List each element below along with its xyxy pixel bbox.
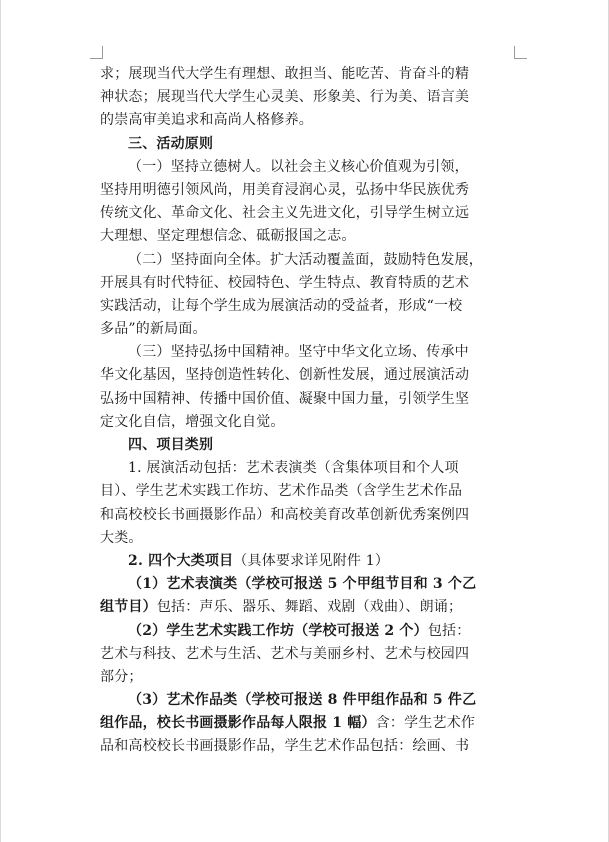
body-text: 包括： — [427, 622, 471, 639]
body-text: 求；展现当代大学生有理想、敢担当、能吃苦、肯奋斗的精 — [100, 66, 470, 82]
bold-text: （3）艺术作品类（学校可报送 8 件甲组作品和 5 件乙 — [128, 692, 477, 709]
text-line — [100, 179, 518, 202]
body-text: 的崇高审美追求和高尚人格修养。 — [100, 112, 313, 129]
text-line — [100, 249, 518, 272]
body-text: 实践活动，让每个学生成为展演活动的受益者，形成“一校 — [100, 297, 463, 314]
body-text: 包括：声乐、器乐、舞蹈、戏剧（戏曲）、朗诵； — [156, 599, 463, 616]
text-line — [100, 620, 518, 643]
bold-text: 2. 四个大类项目 — [128, 552, 234, 569]
body-text: 含：学生艺术作 — [375, 715, 476, 732]
text-line — [100, 550, 518, 573]
text-line — [100, 86, 518, 109]
text-line — [100, 272, 518, 295]
body-text: 神状态；展现当代大学生心灵美、形象美、行为美、语言美 — [100, 89, 470, 106]
crop-mark-top-right — [514, 46, 527, 59]
text-line — [100, 712, 518, 735]
text-line — [100, 202, 518, 225]
text-line — [100, 666, 518, 689]
text-line — [100, 573, 518, 596]
bold-text: 四、项目类别 — [128, 437, 214, 453]
text-line — [100, 156, 518, 179]
body-text: 大理想、坚定理想信念、砥砺报国之志。 — [100, 228, 356, 245]
text-line — [100, 133, 518, 156]
body-text: （三）坚持弘扬中国精神。坚守中华文化立场、传承中 — [128, 344, 469, 361]
bold-text: （2）学生艺术实践工作坊（学校可报送 2 个） — [128, 622, 428, 639]
body-text: 弘扬中国精神、传播中国价值、凝聚中国力量，引领学生坚 — [100, 390, 470, 407]
body-text: 定文化自信，增强文化自觉。 — [100, 413, 285, 430]
text-line — [100, 341, 518, 364]
body-text: 传统文化、革命文化、社会主义先进文化，引导学生树立远 — [100, 205, 470, 222]
text-line — [100, 63, 518, 86]
bold-text: 组作品，校长书画摄影作品每人限报 1 幅） — [100, 715, 376, 732]
body-text: 目）、学生艺术实践工作坊、艺术作品类（含学生艺术作品 — [100, 483, 463, 500]
body-text: （二）坚持面向全体。扩大活动覆盖面，鼓励特色发展， — [128, 251, 483, 268]
text-line — [100, 689, 518, 712]
text-line — [100, 457, 518, 480]
body-text: 多品”的新局面。 — [100, 321, 207, 338]
document-body — [100, 63, 518, 759]
body-text: 坚持用明德引领风尚，用美育浸润心灵，弘扬中华民族优秀 — [100, 181, 470, 198]
text-line — [100, 527, 518, 550]
body-text: 艺术与科技、艺术与生活、艺术与美丽乡村、艺术与校园四 — [100, 645, 470, 662]
body-text: 部分； — [100, 668, 143, 685]
text-line — [100, 109, 518, 132]
text-line — [100, 388, 518, 411]
text-line — [100, 643, 518, 666]
text-line — [100, 364, 518, 387]
body-text: 品和高校校长书画摄影作品，学生艺术作品包括：绘画、书 — [100, 738, 470, 755]
text-line — [100, 504, 518, 527]
text-line — [100, 295, 518, 318]
text-line — [100, 735, 518, 758]
bold-text: （1）艺术表演类（学校可报送 5 个甲组节目和 3 个乙 — [128, 576, 477, 593]
body-text: （一）坚持立德树人。以社会主义核心价值观为引领， — [128, 158, 469, 175]
bold-text: 组节目） — [100, 599, 157, 616]
body-text: 1. 展演活动包括：艺术表演类（含集体项目和个人项 — [128, 460, 459, 477]
text-line — [100, 318, 518, 341]
body-text: 大类。 — [100, 529, 143, 546]
bold-text: 三、活动原则 — [128, 135, 214, 152]
text-line — [100, 411, 518, 434]
text-line — [100, 596, 518, 619]
body-text: 华文化基因，坚持创造性转化、创新性发展，通过展演活动 — [100, 367, 470, 384]
text-line — [100, 480, 518, 503]
text-line — [100, 434, 518, 457]
body-text: 和高校校长书画摄影作品）和高校美育改革创新优秀案例四 — [100, 506, 470, 523]
body-text: （具体要求详见附件 1） — [233, 552, 390, 569]
body-text: 开展具有时代特征、校园特色、学生特点、教育特质的艺术 — [100, 274, 470, 291]
crop-mark-top-left — [90, 46, 103, 59]
text-line — [100, 225, 518, 248]
